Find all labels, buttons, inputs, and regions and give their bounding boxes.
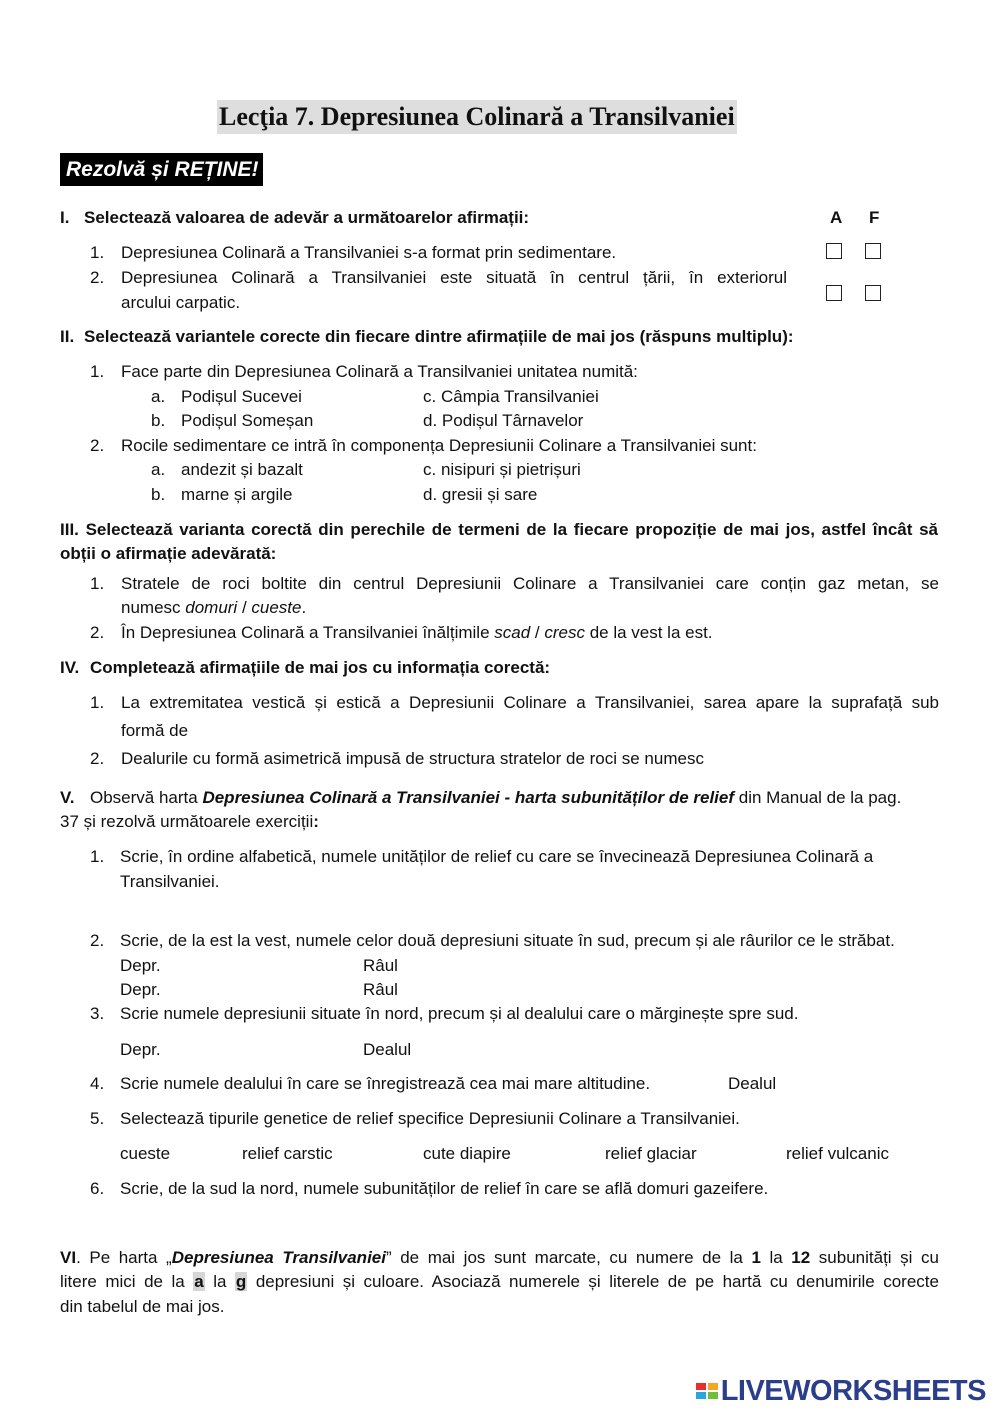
s4-q1-line1: La extremitatea vestică și estică a Depresiunii Colinare a Transilvaniei, sarea apare la suprafață sub [121,693,939,712]
s2-q2-number: 2. [90,436,105,455]
s3-q1-prefix: numesc [121,598,186,617]
s2-q2-text: Rocile sedimentare ce intră în componența Depresiunii Colinare a Transilvaniei sunt: [121,436,757,455]
section-6-line2 [60,1272,939,1292]
s3-q1-end: . [301,598,307,617]
s3-q1-option-cueste[interactable]: cueste [251,598,302,617]
s5-q5-option-relief-vulcanic[interactable]: relief vulcanic [786,1144,889,1163]
s3-q2-number: 2. [90,623,105,642]
s3-q2-option-cresc[interactable]: cresc [544,623,585,642]
s5-q1-line1: Scrie, în ordine alfabetică, numele unităților de relief cu care se învecinează Depresiunea Colinară a [120,847,874,866]
s1-item-1-false-checkbox[interactable] [865,243,881,259]
s6-letter-a: a [194,1272,204,1291]
s5-q5-option-cueste[interactable]: cueste [120,1144,171,1163]
section-3-heading-line1: III. Selectează varianta corectă din perechile de termeni de la fiecare propoziție de mai jos, astfel încât să [60,520,938,539]
s6-map-name: Depresiunea Transilvaniei [171,1248,386,1267]
s6-line2-suffix: depresiuni și culoare. Asociază numerele și literele de pe hartă cu denumirile corecte [247,1272,939,1291]
s1-item-2-false-checkbox[interactable] [865,285,881,301]
s5-q2-number: 2. [90,931,105,950]
section-4-heading: Completează afirmațiile de mai jos cu informația corectă: [90,658,551,677]
s5-q4-text: Scrie numele dealului în care se înregistrează cea mai mare altitudine. [120,1074,651,1093]
logo-text: LIVEWORKSHEETS [720,1374,986,1407]
section-4-number: IV. [60,658,80,677]
column-true-label: A [830,208,843,227]
s1-item-2-text-line2: arcului carpatic. [121,293,241,312]
section-2-heading: Selectează variantele corecte din fiecare dintre afirmațiile de mai jos (răspuns multiplu): [84,327,794,346]
s2-q2-option-b-letter: b. [151,485,166,504]
section-1-number: I. [60,208,70,227]
s3-q1-option-domuri[interactable]: domuri [185,598,238,617]
s5-q2-raul-label-1: Râul [363,956,398,975]
instruction-banner: Rezolvă și REȚINE! [60,153,263,186]
s2-q1-option-b-letter: b. [151,411,166,430]
s6-text-2: ” de mai jos sunt marcate, cu numere de la [385,1248,752,1267]
section-6-number: VI [60,1248,77,1267]
s2-q1-option-a[interactable]: Podișul Sucevei [181,387,302,406]
s5-q2-raul-label-2: Râul [363,980,398,999]
s5-q3-number: 3. [90,1004,105,1023]
section-5-number: V. [60,788,75,807]
s4-q1-line2: formă de [121,721,189,740]
s6-text-3: la [760,1248,792,1267]
s5-q2-depr-label-1: Depr. [120,956,161,975]
s5-q5-option-relief-glaciar[interactable]: relief glaciar [605,1144,697,1163]
s3-q2-suffix: de la vest la est. [584,623,713,642]
s5-q4-number: 4. [90,1074,105,1093]
s4-q1-number: 1. [90,693,105,712]
s1-item-2-number: 2. [90,268,105,287]
s5-q5-text: Selectează tipurile genetice de relief specifice Depresiunii Colinare a Transilvaniei. [120,1109,740,1128]
s5-intro-map-title: Depresiunea Colinară a Transilvaniei - harta subunităților de relief [202,788,735,807]
s5-q5-number: 5. [90,1109,105,1128]
s1-item-1-text: Depresiunea Colinară a Transilvaniei s-a format prin sedimentare. [121,243,617,262]
s6-text-1: . Pe harta „ [76,1248,172,1267]
s1-item-2-true-checkbox[interactable] [826,285,842,301]
s2-q2-option-a[interactable]: andezit și bazalt [181,460,303,479]
logo-block-blue [696,1392,706,1399]
s5-q5-option-relief-carstic[interactable]: relief carstic [242,1144,333,1163]
logo-block-orange [708,1383,718,1390]
s1-item-1-true-checkbox[interactable] [826,243,842,259]
s4-q2-number: 2. [90,749,105,768]
section-1-heading: Selectează valoarea de adevăr a următoarelor afirmații: [84,208,530,227]
s5-q3-dealul-label: Dealul [363,1040,412,1059]
s2-q1-text: Face parte din Depresiunea Colinară a Transilvaniei unitatea numită: [121,362,638,381]
section-6-line1 [60,1248,939,1268]
s5-q4-dealul-label: Dealul [728,1074,777,1093]
column-false-label: F [869,208,880,227]
s5-intro-suffix: din Manual de la pag. [734,788,902,807]
logo-block-red [696,1383,706,1390]
s5-q1-number: 1. [90,847,105,866]
s6-line2-mid: la [204,1272,235,1291]
s2-q2-option-d[interactable]: d. gresii și sare [423,485,538,504]
s3-q2-option-scad[interactable]: scad [494,623,531,642]
s6-number-12: 12 [791,1248,811,1267]
s5-intro-prefix: Observă harta [90,788,203,807]
s5-intro-line2-text: 37 și rezolvă următoarele exerciții [60,812,314,831]
s6-number-1: 1 [751,1248,761,1267]
s5-q1-line2: Transilvaniei. [120,872,220,891]
s2-q2-option-a-letter: a. [151,460,166,479]
section-5-intro-line1 [90,788,901,808]
s3-q1-number: 1. [90,574,105,593]
s6-text-4: subunități și cu [810,1248,939,1267]
section-2-number: II. [60,327,75,346]
section-5-intro-line2 [60,812,319,832]
s2-q1-option-c[interactable]: c. Câmpia Transilvaniei [423,387,599,406]
s1-item-2-text-line1: Depresiunea Colinară a Transilvaniei este situată în centrul țării, în exteriorul [121,268,787,287]
s1-item-1-number: 1. [90,243,105,262]
s5-q5-option-cute-diapire[interactable]: cute diapire [423,1144,511,1163]
s3-q1-line2 [121,598,306,618]
s2-q1-option-d[interactable]: d. Podișul Târnavelor [423,411,584,430]
s5-q6-number: 6. [90,1179,105,1198]
s4-q2-text: Dealurile cu formă asimetrică impusă de structura stratelor de roci se numesc [121,749,704,768]
s3-q2-prefix: În Depresiunea Colinară a Transilvaniei înălțimile [121,623,495,642]
s5-q3-text: Scrie numele depresiunii situate în nord, precum și al dealului care o mărginește spre sud. [120,1004,799,1023]
s5-intro-colon: : [313,812,319,831]
s6-letter-g: g [235,1272,247,1291]
s3-q2-line [121,623,713,643]
logo-block-green [708,1392,718,1399]
liveworksheets-logo [696,1374,986,1408]
page-title: Lecţia 7. Depresiunea Colinară a Transilvaniei [217,100,737,134]
s2-q1-option-a-letter: a. [151,387,166,406]
s3-q1-line1: Stratele de roci boltite din centrul Depresiunii Colinare a Transilvaniei care conțin gaz metan, se [121,574,939,593]
s2-q2-option-c[interactable]: c. nisipuri și pietrișuri [423,460,581,479]
logo-mark-icon [696,1383,718,1399]
s6-line2-prefix: litere mici de la [60,1272,194,1291]
s2-q1-number: 1. [90,362,105,381]
s5-q2-depr-label-2: Depr. [120,980,161,999]
s5-q6-text: Scrie, de la sud la nord, numele subunităților de relief în care se află domuri gazeifere. [120,1179,769,1198]
s2-q2-option-b[interactable]: marne și argile [181,485,293,504]
s5-q2-text: Scrie, de la est la vest, numele celor două depresiuni situate în sud, precum și ale râurilor ce le străbat. [120,931,895,950]
s3-q1-separator: / [237,598,252,617]
section-6-line3: din tabelul de mai jos. [60,1297,225,1316]
s2-q1-option-b[interactable]: Podișul Someșan [181,411,314,430]
section-3-heading-line2: obții o afirmație adevărată: [60,544,277,563]
s5-q3-depr-label: Depr. [120,1040,161,1059]
s3-q2-separator: / [530,623,545,642]
